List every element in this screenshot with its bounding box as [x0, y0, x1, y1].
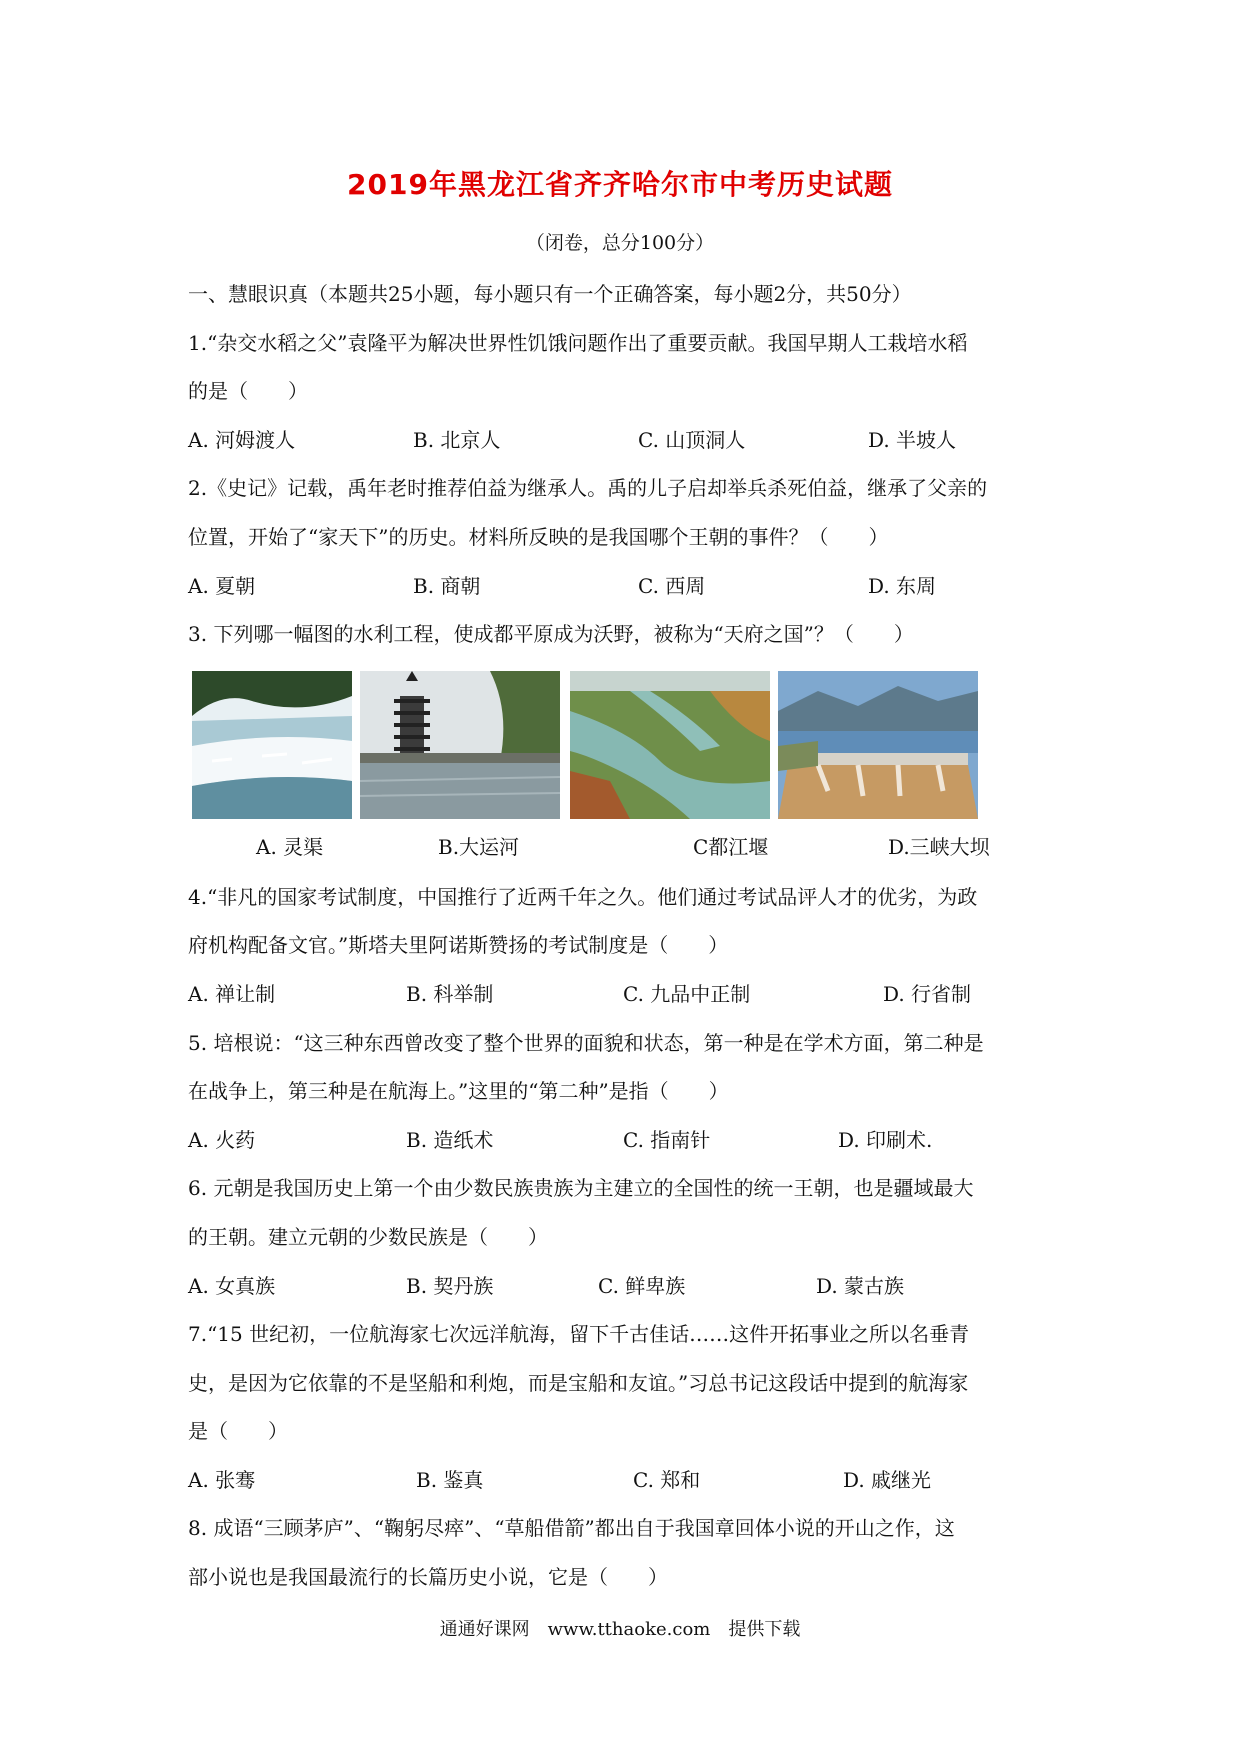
question-text: 3. 下列哪一幅图的水利工程，使成都平原成为沃野，被称为“天府之国”？（ ）	[188, 622, 914, 647]
question-text: 4.“非凡的国家考试制度，中国推行了近两千年之久。他们通过考试品评人才的优劣，为政	[188, 884, 978, 909]
option-d: D. 蒙古族	[816, 1273, 905, 1298]
question-text: 的王朝。建立元朝的少数民族是（ ）	[188, 1224, 548, 1249]
options-row	[188, 1116, 1058, 1165]
option-b: B. 科举制	[406, 981, 494, 1006]
caption-b: B.大运河	[438, 834, 520, 859]
page-title: 2019年黑龙江省齐齐哈尔市中考历史试题	[347, 168, 893, 201]
option-d: D. 半坡人	[868, 427, 957, 452]
question-4	[188, 873, 1058, 1019]
question-text: 7.“15 世纪初，一位航海家七次远洋航海，留下千古佳话……这件开拓事业之所以名垂青	[188, 1322, 970, 1347]
option-c: C. 郑和	[633, 1467, 701, 1492]
caption-d: D.三峡大坝	[888, 834, 990, 859]
section-heading: 一、慧眼识真（本题共25小题，每小题只有一个正确答案，每小题2分，共50分）	[188, 282, 912, 306]
question-text: 5. 培根说：“这三种东西曾改变了整个世界的面貌和状态，第一种是在学术方面，第二种是	[188, 1030, 984, 1055]
question-text: 1.“杂交水稻之父”袁隆平为解决世界性饥饿问题作出了重要贡献。我国早期人工栽培水稻	[188, 330, 968, 355]
caption-c: C都江堰	[693, 834, 769, 859]
option-a: A. 女真族	[188, 1273, 276, 1298]
dujiangyan-aerial-photo	[570, 671, 770, 819]
option-b: B. 鉴真	[416, 1467, 484, 1492]
option-c: C. 山顶洞人	[638, 427, 746, 452]
exam-subtitle: （闭卷，总分100分）	[525, 232, 715, 254]
question-text: 是（ ）	[188, 1419, 288, 1444]
three-gorges-dam-photo	[778, 671, 978, 819]
question-text: 8. 成语“三顾茅庐”、“鞠躬尽瘁”、“草船借箭”都出自于我国章回体小说的开山之作，这	[188, 1516, 955, 1541]
question-text: 部小说也是我国最流行的长篇历史小说，它是（ ）	[188, 1565, 668, 1590]
question-3	[188, 610, 1058, 873]
question-text: 的是（ ）	[188, 379, 308, 404]
option-c: C. 九品中正制	[623, 981, 751, 1006]
question-7	[188, 1310, 1058, 1504]
image-row	[188, 671, 1058, 821]
question-text: 史，是因为它依靠的不是坚船和利炮，而是宝船和友谊。”习总书记这段话中提到的航海家	[188, 1370, 969, 1395]
option-d: D. 东周	[868, 573, 937, 598]
question-5	[188, 1019, 1058, 1165]
question-text: 位置，开始了“家天下”的历史。材料所反映的是我国哪个王朝的事件？（ ）	[188, 524, 889, 549]
caption-a: A. 灵渠	[256, 834, 324, 859]
question-text: 府机构配备文官。”斯塔夫里阿诺斯赞扬的考试制度是（ ）	[188, 933, 729, 958]
question-8	[188, 1504, 1058, 1601]
question-2	[188, 464, 1058, 610]
pagoda-canal-photo	[360, 671, 560, 819]
option-c: C. 鲜卑族	[598, 1273, 686, 1298]
options-row	[188, 562, 1058, 611]
question-text: 2.《史记》记载，禹年老时推荐伯益为继承人。禹的儿子启却举兵杀死伯益，继承了父亲的	[188, 476, 988, 501]
option-b: B. 契丹族	[406, 1273, 494, 1298]
question-1	[188, 319, 1058, 465]
option-a: A. 夏朝	[188, 573, 256, 598]
option-b: B. 商朝	[413, 573, 481, 598]
options-row	[188, 1262, 1058, 1311]
options-row	[188, 1456, 1058, 1505]
option-d: D. 戚继光	[843, 1467, 932, 1492]
option-a: A. 张骞	[188, 1467, 256, 1492]
option-b: B. 北京人	[413, 427, 501, 452]
question-6	[188, 1164, 1058, 1310]
options-row	[188, 970, 1058, 1019]
footer-credit: 通通好课网 www.tthaoke.com 提供下载	[439, 1619, 801, 1640]
option-b: B. 造纸术	[406, 1127, 494, 1152]
option-d: D. 行省制	[883, 981, 972, 1006]
question-text: 6. 元朝是我国历史上第一个由少数民族贵族为主建立的全国性的统一王朝，也是疆域最大	[188, 1176, 974, 1201]
waterfall-weir-photo	[192, 671, 352, 819]
option-a: A. 火药	[188, 1127, 256, 1152]
option-d: D. 印刷术.	[838, 1127, 933, 1152]
option-c: C. 西周	[638, 573, 706, 598]
option-c: C. 指南针	[623, 1127, 711, 1152]
question-text: 在战争上，第三种是在航海上。”这里的“第二种”是指（ ）	[188, 1079, 729, 1104]
option-a: A. 河姆渡人	[188, 427, 296, 452]
options-row	[188, 416, 1058, 465]
option-a: A. 禅让制	[188, 981, 276, 1006]
exam-content	[188, 270, 1058, 1602]
image-captions	[188, 821, 1058, 873]
